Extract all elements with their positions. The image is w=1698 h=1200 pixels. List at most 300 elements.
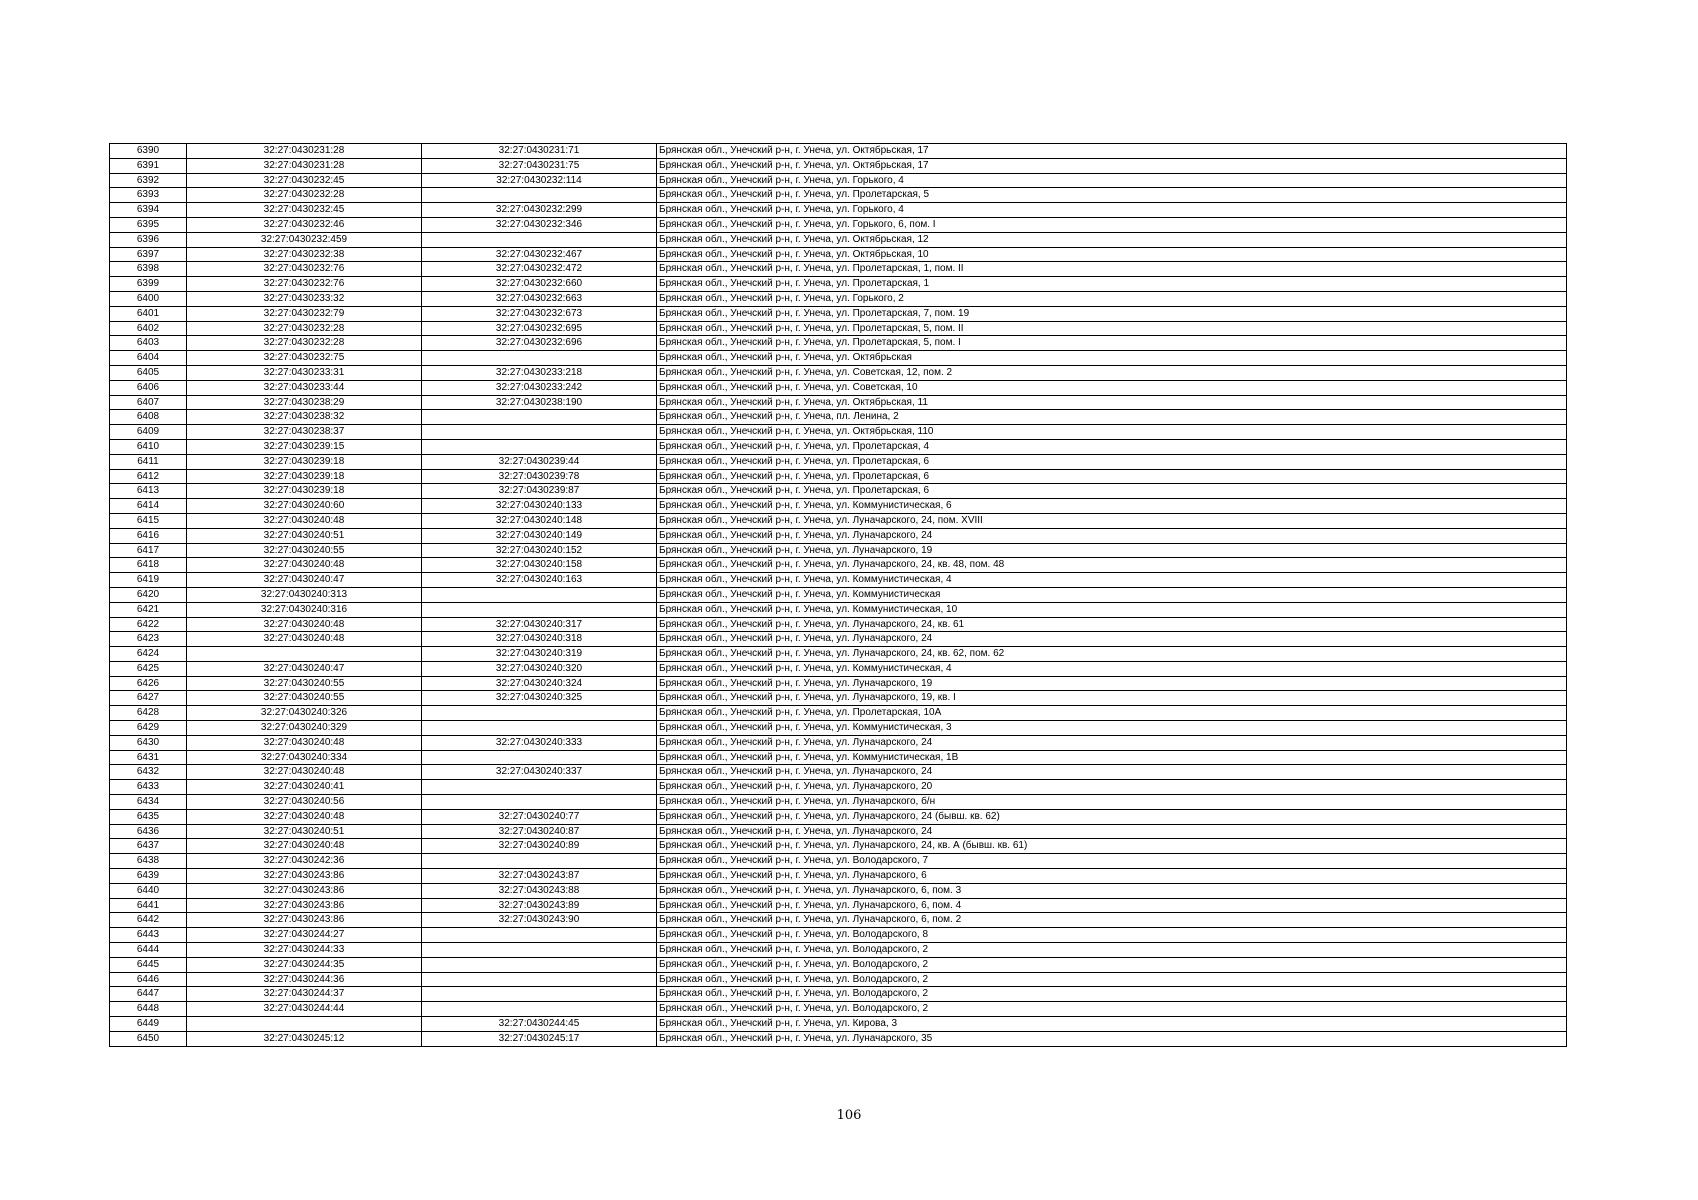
row-number-cell: 6410: [110, 439, 187, 454]
address-cell: Брянская обл., Унечский р-н, г. Унеча, ул. Октябрьская, 12: [657, 232, 1567, 247]
table-row: [110, 469, 1567, 484]
parcel-number-cell: 32:27:0430232:45: [187, 203, 422, 218]
parcel-number-cell: 32:27:0430240:55: [187, 543, 422, 558]
table-row: [110, 883, 1567, 898]
object-number-cell: 32:27:0430240:325: [422, 691, 657, 706]
address-cell: Брянская обл., Унечский р-н, г. Унеча, ул. Пролетарская, 10А: [657, 706, 1567, 721]
table-row: [110, 721, 1567, 736]
object-number-cell: [422, 188, 657, 203]
object-number-cell: 32:27:0430240:152: [422, 543, 657, 558]
row-number-cell: 6405: [110, 365, 187, 380]
object-number-cell: 32:27:0430232:673: [422, 306, 657, 321]
object-number-cell: 32:27:0430232:696: [422, 336, 657, 351]
parcel-number-cell: 32:27:0430240:329: [187, 721, 422, 736]
row-number-cell: 6421: [110, 602, 187, 617]
table-row: [110, 647, 1567, 662]
address-cell: Брянская обл., Унечский р-н, г. Унеча, ул. Володарского, 2: [657, 1002, 1567, 1017]
table-row: [110, 735, 1567, 750]
object-number-cell: 32:27:0430233:242: [422, 380, 657, 395]
address-cell: Брянская обл., Унечский р-н, г. Унеча, ул. Луначарского, 24: [657, 765, 1567, 780]
parcel-number-cell: 32:27:0430240:48: [187, 765, 422, 780]
parcel-number-cell: 32:27:0430232:76: [187, 277, 422, 292]
address-cell: Брянская обл., Унечский р-н, г. Унеча, ул. Володарского, 8: [657, 928, 1567, 943]
parcel-number-cell: 32:27:0430240:41: [187, 780, 422, 795]
row-number-cell: 6447: [110, 987, 187, 1002]
object-number-cell: [422, 232, 657, 247]
table-row: [110, 336, 1567, 351]
table-row: [110, 144, 1567, 159]
object-number-cell: [422, 972, 657, 987]
row-number-cell: 6420: [110, 587, 187, 602]
object-number-cell: 32:27:0430243:87: [422, 869, 657, 884]
table-row: [110, 365, 1567, 380]
page-number: 106: [836, 1108, 862, 1123]
object-number-cell: 32:27:0430240:87: [422, 824, 657, 839]
object-number-cell: [422, 721, 657, 736]
table-row: [110, 765, 1567, 780]
parcel-number-cell: 32:27:0430244:33: [187, 943, 422, 958]
parcel-number-cell: 32:27:0430240:48: [187, 513, 422, 528]
address-cell: Брянская обл., Унечский р-н, г. Унеча, ул. Володарского, 2: [657, 943, 1567, 958]
object-number-cell: 32:27:0430240:324: [422, 676, 657, 691]
table-row: [110, 277, 1567, 292]
object-number-cell: [422, 587, 657, 602]
object-number-cell: 32:27:0430240:158: [422, 558, 657, 573]
object-number-cell: 32:27:0430232:346: [422, 217, 657, 232]
object-number-cell: [422, 410, 657, 425]
address-cell: Брянская обл., Унечский р-н, г. Унеча, ул. Луначарского, 6, пом. 4: [657, 898, 1567, 913]
parcel-number-cell: 32:27:0430240:47: [187, 661, 422, 676]
object-number-cell: [422, 706, 657, 721]
object-number-cell: [422, 602, 657, 617]
object-number-cell: 32:27:0430240:337: [422, 765, 657, 780]
parcel-number-cell: 32:27:0430240:48: [187, 735, 422, 750]
address-cell: Брянская обл., Унечский р-н, г. Унеча, ул. Коммунистическая, 1В: [657, 750, 1567, 765]
parcel-number-cell: 32:27:0430232:459: [187, 232, 422, 247]
table-row: [110, 410, 1567, 425]
address-cell: Брянская обл., Унечский р-н, г. Унеча, ул. Володарского, 2: [657, 957, 1567, 972]
address-cell: Брянская обл., Унечский р-н, г. Унеча, ул. Октябрьская, 17: [657, 158, 1567, 173]
row-number-cell: 6397: [110, 247, 187, 262]
parcel-number-cell: 32:27:0430232:79: [187, 306, 422, 321]
table-row: [110, 306, 1567, 321]
row-number-cell: 6432: [110, 765, 187, 780]
parcel-number-cell: 32:27:0430243:86: [187, 913, 422, 928]
table-row: [110, 380, 1567, 395]
address-cell: Брянская обл., Унечский р-н, г. Унеча, ул. Луначарского, 24: [657, 632, 1567, 647]
table-row: [110, 262, 1567, 277]
table-row: [110, 321, 1567, 336]
row-number-cell: 6437: [110, 839, 187, 854]
parcel-number-cell: 32:27:0430240:316: [187, 602, 422, 617]
parcel-number-cell: 32:27:0430240:48: [187, 558, 422, 573]
row-number-cell: 6436: [110, 824, 187, 839]
parcel-number-cell: 32:27:0430238:29: [187, 395, 422, 410]
object-number-cell: 32:27:0430244:45: [422, 1017, 657, 1032]
table-row: [110, 750, 1567, 765]
row-number-cell: 6404: [110, 351, 187, 366]
address-cell: Брянская обл., Унечский р-н, г. Унеча, ул. Пролетарская, 6: [657, 484, 1567, 499]
table-row: [110, 913, 1567, 928]
address-cell: Брянская обл., Унечский р-н, г. Унеча, ул. Луначарского, 20: [657, 780, 1567, 795]
address-cell: Брянская обл., Унечский р-н, г. Унеча, ул. Октябрьская, 11: [657, 395, 1567, 410]
table-row: [110, 203, 1567, 218]
object-number-cell: 32:27:0430240:149: [422, 528, 657, 543]
row-number-cell: 6438: [110, 854, 187, 869]
row-number-cell: 6445: [110, 957, 187, 972]
object-number-cell: [422, 1002, 657, 1017]
parcel-number-cell: 32:27:0430239:18: [187, 454, 422, 469]
parcel-number-cell: 32:27:0430240:60: [187, 499, 422, 514]
object-number-cell: 32:27:0430232:695: [422, 321, 657, 336]
object-number-cell: 32:27:0430240:163: [422, 573, 657, 588]
address-cell: Брянская обл., Унечский р-н, г. Унеча, ул. Луначарского, 24, кв. А (бывш. кв. 61): [657, 839, 1567, 854]
row-number-cell: 6408: [110, 410, 187, 425]
parcel-number-cell: 32:27:0430240:48: [187, 617, 422, 632]
table-row: [110, 439, 1567, 454]
row-number-cell: 6431: [110, 750, 187, 765]
table-row: [110, 454, 1567, 469]
address-cell: Брянская обл., Унечский р-н, г. Унеча, ул. Октябрьская, 17: [657, 144, 1567, 159]
object-number-cell: 32:27:0430245:17: [422, 1031, 657, 1046]
address-cell: Брянская обл., Унечский р-н, г. Унеча, ул. Пролетарская, 1, пом. II: [657, 262, 1567, 277]
address-cell: Брянская обл., Унечский р-н, г. Унеча, ул. Луначарского, 24, пом. XVIII: [657, 513, 1567, 528]
table-row: [110, 188, 1567, 203]
object-number-cell: [422, 795, 657, 810]
parcel-number-cell: 32:27:0430240:48: [187, 839, 422, 854]
address-cell: Брянская обл., Унечский р-н, г. Унеча, ул. Коммунистическая, 4: [657, 661, 1567, 676]
parcel-number-cell: 32:27:0430244:37: [187, 987, 422, 1002]
table-row: [110, 573, 1567, 588]
table-row: [110, 928, 1567, 943]
cadastral-table: [109, 143, 1567, 1047]
object-number-cell: 32:27:0430239:78: [422, 469, 657, 484]
address-cell: Брянская обл., Унечский р-н, г. Унеча, ул. Горького, 2: [657, 291, 1567, 306]
object-number-cell: 32:27:0430232:114: [422, 173, 657, 188]
parcel-number-cell: 32:27:0430240:334: [187, 750, 422, 765]
address-cell: Брянская обл., Унечский р-н, г. Унеча, ул. Кирова, 3: [657, 1017, 1567, 1032]
parcel-number-cell: 32:27:0430231:28: [187, 158, 422, 173]
address-cell: Брянская обл., Унечский р-н, г. Унеча, ул. Октябрьская, 110: [657, 425, 1567, 440]
address-cell: Брянская обл., Унечский р-н, г. Унеча, ул. Луначарского, 24, кв. 62, пом. 62: [657, 647, 1567, 662]
row-number-cell: 6429: [110, 721, 187, 736]
table-row: [110, 395, 1567, 410]
object-number-cell: 32:27:0430238:190: [422, 395, 657, 410]
address-cell: Брянская обл., Унечский р-н, г. Унеча, ул. Луначарского, 35: [657, 1031, 1567, 1046]
object-number-cell: 32:27:0430243:89: [422, 898, 657, 913]
address-cell: Брянская обл., Унечский р-н, г. Унеча, ул. Коммунистическая, 6: [657, 499, 1567, 514]
parcel-number-cell: 32:27:0430233:31: [187, 365, 422, 380]
row-number-cell: 6411: [110, 454, 187, 469]
row-number-cell: 6448: [110, 1002, 187, 1017]
address-cell: Брянская обл., Унечский р-н, г. Унеча, ул. Володарского, 2: [657, 987, 1567, 1002]
address-cell: Брянская обл., Унечский р-н, г. Унеча, ул. Коммунистическая: [657, 587, 1567, 602]
table-row: [110, 706, 1567, 721]
table-row: [110, 528, 1567, 543]
parcel-number-cell: 32:27:0430232:28: [187, 188, 422, 203]
table-row: [110, 632, 1567, 647]
parcel-number-cell: 32:27:0430245:12: [187, 1031, 422, 1046]
row-number-cell: 6409: [110, 425, 187, 440]
object-number-cell: [422, 854, 657, 869]
parcel-number-cell: 32:27:0430240:51: [187, 824, 422, 839]
row-number-cell: 6444: [110, 943, 187, 958]
table-row: [110, 943, 1567, 958]
address-cell: Брянская обл., Унечский р-н, г. Унеча, ул. Коммунистическая, 4: [657, 573, 1567, 588]
object-number-cell: [422, 928, 657, 943]
table-row: [110, 691, 1567, 706]
address-cell: Брянская обл., Унечский р-н, г. Унеча, ул. Пролетарская, 5: [657, 188, 1567, 203]
address-cell: Брянская обл., Унечский р-н, г. Унеча, ул. Луначарского, 6, пом. 2: [657, 913, 1567, 928]
parcel-number-cell: 32:27:0430240:51: [187, 528, 422, 543]
parcel-number-cell: 32:27:0430233:32: [187, 291, 422, 306]
table-row: [110, 291, 1567, 306]
address-cell: Брянская обл., Унечский р-н, г. Унеча, пл. Ленина, 2: [657, 410, 1567, 425]
object-number-cell: 32:27:0430243:88: [422, 883, 657, 898]
parcel-number-cell: 32:27:0430240:47: [187, 573, 422, 588]
row-number-cell: 6398: [110, 262, 187, 277]
object-number-cell: 32:27:0430233:218: [422, 365, 657, 380]
table-row: [110, 661, 1567, 676]
address-cell: Брянская обл., Унечский р-н, г. Унеча, ул. Луначарского, б/н: [657, 795, 1567, 810]
address-cell: Брянская обл., Унечский р-н, г. Унеча, ул. Советская, 10: [657, 380, 1567, 395]
table-row: [110, 957, 1567, 972]
row-number-cell: 6407: [110, 395, 187, 410]
row-number-cell: 6399: [110, 277, 187, 292]
object-number-cell: [422, 780, 657, 795]
table-row: [110, 484, 1567, 499]
row-number-cell: 6435: [110, 809, 187, 824]
object-number-cell: 32:27:0430240:148: [422, 513, 657, 528]
address-cell: Брянская обл., Унечский р-н, г. Унеча, ул. Луначарского, 24: [657, 735, 1567, 750]
row-number-cell: 6391: [110, 158, 187, 173]
table-row: [110, 602, 1567, 617]
parcel-number-cell: 32:27:0430239:18: [187, 469, 422, 484]
row-number-cell: 6441: [110, 898, 187, 913]
row-number-cell: 6395: [110, 217, 187, 232]
address-cell: Брянская обл., Унечский р-н, г. Унеча, ул. Луначарского, 6: [657, 869, 1567, 884]
table-row: [110, 824, 1567, 839]
address-cell: Брянская обл., Унечский р-н, г. Унеча, ул. Луначарского, 6, пом. 3: [657, 883, 1567, 898]
object-number-cell: [422, 957, 657, 972]
table-row: [110, 587, 1567, 602]
address-cell: Брянская обл., Унечский р-н, г. Унеча, ул. Пролетарская, 6: [657, 454, 1567, 469]
object-number-cell: 32:27:0430239:87: [422, 484, 657, 499]
object-number-cell: 32:27:0430240:319: [422, 647, 657, 662]
table-row: [110, 676, 1567, 691]
parcel-number-cell: 32:27:0430232:75: [187, 351, 422, 366]
row-number-cell: 6403: [110, 336, 187, 351]
table-row: [110, 780, 1567, 795]
object-number-cell: 32:27:0430239:44: [422, 454, 657, 469]
object-number-cell: [422, 750, 657, 765]
table-row: [110, 1002, 1567, 1017]
table-row: [110, 425, 1567, 440]
parcel-number-cell: 32:27:0430232:28: [187, 321, 422, 336]
parcel-number-cell: 32:27:0430240:56: [187, 795, 422, 810]
object-number-cell: 32:27:0430240:318: [422, 632, 657, 647]
row-number-cell: 6393: [110, 188, 187, 203]
parcel-number-cell: 32:27:0430240:313: [187, 587, 422, 602]
address-cell: Брянская обл., Унечский р-н, г. Унеча, ул. Луначарского, 19, кв. I: [657, 691, 1567, 706]
object-number-cell: 32:27:0430231:71: [422, 144, 657, 159]
table-row: [110, 869, 1567, 884]
object-number-cell: [422, 987, 657, 1002]
address-cell: Брянская обл., Унечский р-н, г. Унеча, ул. Коммунистическая, 10: [657, 602, 1567, 617]
table-row: [110, 898, 1567, 913]
parcel-number-cell: 32:27:0430232:76: [187, 262, 422, 277]
row-number-cell: 6433: [110, 780, 187, 795]
row-number-cell: 6416: [110, 528, 187, 543]
address-cell: Брянская обл., Унечский р-н, г. Унеча, ул. Луначарского, 24 (бывш. кв. 62): [657, 809, 1567, 824]
address-cell: Брянская обл., Унечский р-н, г. Унеча, ул. Пролетарская, 5, пом. I: [657, 336, 1567, 351]
parcel-number-cell: 32:27:0430233:44: [187, 380, 422, 395]
parcel-number-cell: 32:27:0430232:46: [187, 217, 422, 232]
table-row: [110, 1017, 1567, 1032]
table-row: [110, 795, 1567, 810]
row-number-cell: 6394: [110, 203, 187, 218]
table-row: [110, 558, 1567, 573]
table-row: [110, 809, 1567, 824]
row-number-cell: 6427: [110, 691, 187, 706]
address-cell: Брянская обл., Унечский р-н, г. Унеча, ул. Пролетарская, 4: [657, 439, 1567, 454]
address-cell: Брянская обл., Унечский р-н, г. Унеча, ул. Луначарского, 19: [657, 543, 1567, 558]
row-number-cell: 6419: [110, 573, 187, 588]
parcel-number-cell: 32:27:0430243:86: [187, 898, 422, 913]
parcel-number-cell: 32:27:0430244:27: [187, 928, 422, 943]
table-row: [110, 839, 1567, 854]
address-cell: Брянская обл., Унечский р-н, г. Унеча, ул. Октябрьская: [657, 351, 1567, 366]
parcel-number-cell: 32:27:0430238:37: [187, 425, 422, 440]
parcel-number-cell: 32:27:0430244:36: [187, 972, 422, 987]
parcel-number-cell: 32:27:0430239:18: [187, 484, 422, 499]
object-number-cell: 32:27:0430232:660: [422, 277, 657, 292]
table-row: [110, 543, 1567, 558]
object-number-cell: 32:27:0430232:299: [422, 203, 657, 218]
row-number-cell: 6440: [110, 883, 187, 898]
table-body: [110, 144, 1567, 1047]
table-row: [110, 158, 1567, 173]
row-number-cell: 6415: [110, 513, 187, 528]
table-row: [110, 173, 1567, 188]
parcel-number-cell: 32:27:0430240:48: [187, 809, 422, 824]
row-number-cell: 6402: [110, 321, 187, 336]
row-number-cell: 6418: [110, 558, 187, 573]
object-number-cell: [422, 425, 657, 440]
address-cell: Брянская обл., Унечский р-н, г. Унеча, ул. Володарского, 7: [657, 854, 1567, 869]
address-cell: Брянская обл., Унечский р-н, г. Унеча, ул. Горького, 4: [657, 203, 1567, 218]
row-number-cell: 6412: [110, 469, 187, 484]
parcel-number-cell: [187, 1017, 422, 1032]
address-cell: Брянская обл., Унечский р-н, г. Унеча, ул. Луначарского, 24, кв. 48, пом. 48: [657, 558, 1567, 573]
row-number-cell: 6400: [110, 291, 187, 306]
table-row: [110, 217, 1567, 232]
address-cell: Брянская обл., Унечский р-н, г. Унеча, ул. Горького, 6, пом. I: [657, 217, 1567, 232]
address-cell: Брянская обл., Унечский р-н, г. Унеча, ул. Пролетарская, 5, пом. II: [657, 321, 1567, 336]
object-number-cell: 32:27:0430240:89: [422, 839, 657, 854]
row-number-cell: 6450: [110, 1031, 187, 1046]
object-number-cell: 32:27:0430232:663: [422, 291, 657, 306]
parcel-number-cell: 32:27:0430244:35: [187, 957, 422, 972]
address-cell: Брянская обл., Унечский р-н, г. Унеча, ул. Советская, 12, пом. 2: [657, 365, 1567, 380]
row-number-cell: 6443: [110, 928, 187, 943]
address-cell: Брянская обл., Унечский р-н, г. Унеча, ул. Горького, 4: [657, 173, 1567, 188]
row-number-cell: 6446: [110, 972, 187, 987]
parcel-number-cell: 32:27:0430239:15: [187, 439, 422, 454]
object-number-cell: 32:27:0430243:90: [422, 913, 657, 928]
row-number-cell: 6442: [110, 913, 187, 928]
row-number-cell: 6430: [110, 735, 187, 750]
parcel-number-cell: 32:27:0430240:55: [187, 691, 422, 706]
parcel-number-cell: 32:27:0430232:45: [187, 173, 422, 188]
address-cell: Брянская обл., Унечский р-н, г. Унеча, ул. Луначарского, 24: [657, 824, 1567, 839]
table-row: [110, 617, 1567, 632]
object-number-cell: 32:27:0430240:317: [422, 617, 657, 632]
row-number-cell: 6417: [110, 543, 187, 558]
parcel-number-cell: 32:27:0430244:44: [187, 1002, 422, 1017]
object-number-cell: 32:27:0430240:77: [422, 809, 657, 824]
parcel-number-cell: 32:27:0430240:326: [187, 706, 422, 721]
row-number-cell: 6422: [110, 617, 187, 632]
row-number-cell: 6413: [110, 484, 187, 499]
parcel-number-cell: 32:27:0430238:32: [187, 410, 422, 425]
parcel-number-cell: 32:27:0430240:48: [187, 632, 422, 647]
parcel-number-cell: [187, 647, 422, 662]
row-number-cell: 6396: [110, 232, 187, 247]
row-number-cell: 6423: [110, 632, 187, 647]
parcel-number-cell: 32:27:0430232:38: [187, 247, 422, 262]
address-cell: Брянская обл., Унечский р-н, г. Унеча, ул. Луначарского, 24, кв. 61: [657, 617, 1567, 632]
row-number-cell: 6434: [110, 795, 187, 810]
object-number-cell: 32:27:0430232:472: [422, 262, 657, 277]
address-cell: Брянская обл., Унечский р-н, г. Унеча, ул. Октябрьская, 10: [657, 247, 1567, 262]
table-row: [110, 972, 1567, 987]
row-number-cell: 6390: [110, 144, 187, 159]
table-row: [110, 513, 1567, 528]
object-number-cell: [422, 439, 657, 454]
row-number-cell: 6406: [110, 380, 187, 395]
parcel-number-cell: 32:27:0430231:28: [187, 144, 422, 159]
address-cell: Брянская обл., Унечский р-н, г. Унеча, ул. Пролетарская, 6: [657, 469, 1567, 484]
row-number-cell: 6425: [110, 661, 187, 676]
object-number-cell: 32:27:0430240:133: [422, 499, 657, 514]
address-cell: Брянская обл., Унечский р-н, г. Унеча, ул. Володарского, 2: [657, 972, 1567, 987]
address-cell: Брянская обл., Унечский р-н, г. Унеча, ул. Луначарского, 19: [657, 676, 1567, 691]
address-cell: Брянская обл., Унечский р-н, г. Унеча, ул. Луначарского, 24: [657, 528, 1567, 543]
table-row: [110, 499, 1567, 514]
address-cell: Брянская обл., Унечский р-н, г. Унеча, ул. Пролетарская, 7, пом. 19: [657, 306, 1567, 321]
row-number-cell: 6401: [110, 306, 187, 321]
parcel-number-cell: 32:27:0430240:55: [187, 676, 422, 691]
table-row: [110, 351, 1567, 366]
row-number-cell: 6424: [110, 647, 187, 662]
row-number-cell: 6439: [110, 869, 187, 884]
object-number-cell: 32:27:0430240:333: [422, 735, 657, 750]
row-number-cell: 6428: [110, 706, 187, 721]
row-number-cell: 6392: [110, 173, 187, 188]
object-number-cell: 32:27:0430232:467: [422, 247, 657, 262]
table-row: [110, 1031, 1567, 1046]
object-number-cell: 32:27:0430240:320: [422, 661, 657, 676]
parcel-number-cell: 32:27:0430243:86: [187, 869, 422, 884]
object-number-cell: [422, 943, 657, 958]
table-row: [110, 247, 1567, 262]
parcel-number-cell: 32:27:0430242:36: [187, 854, 422, 869]
object-number-cell: 32:27:0430231:75: [422, 158, 657, 173]
row-number-cell: 6449: [110, 1017, 187, 1032]
object-number-cell: [422, 351, 657, 366]
parcel-number-cell: 32:27:0430232:28: [187, 336, 422, 351]
